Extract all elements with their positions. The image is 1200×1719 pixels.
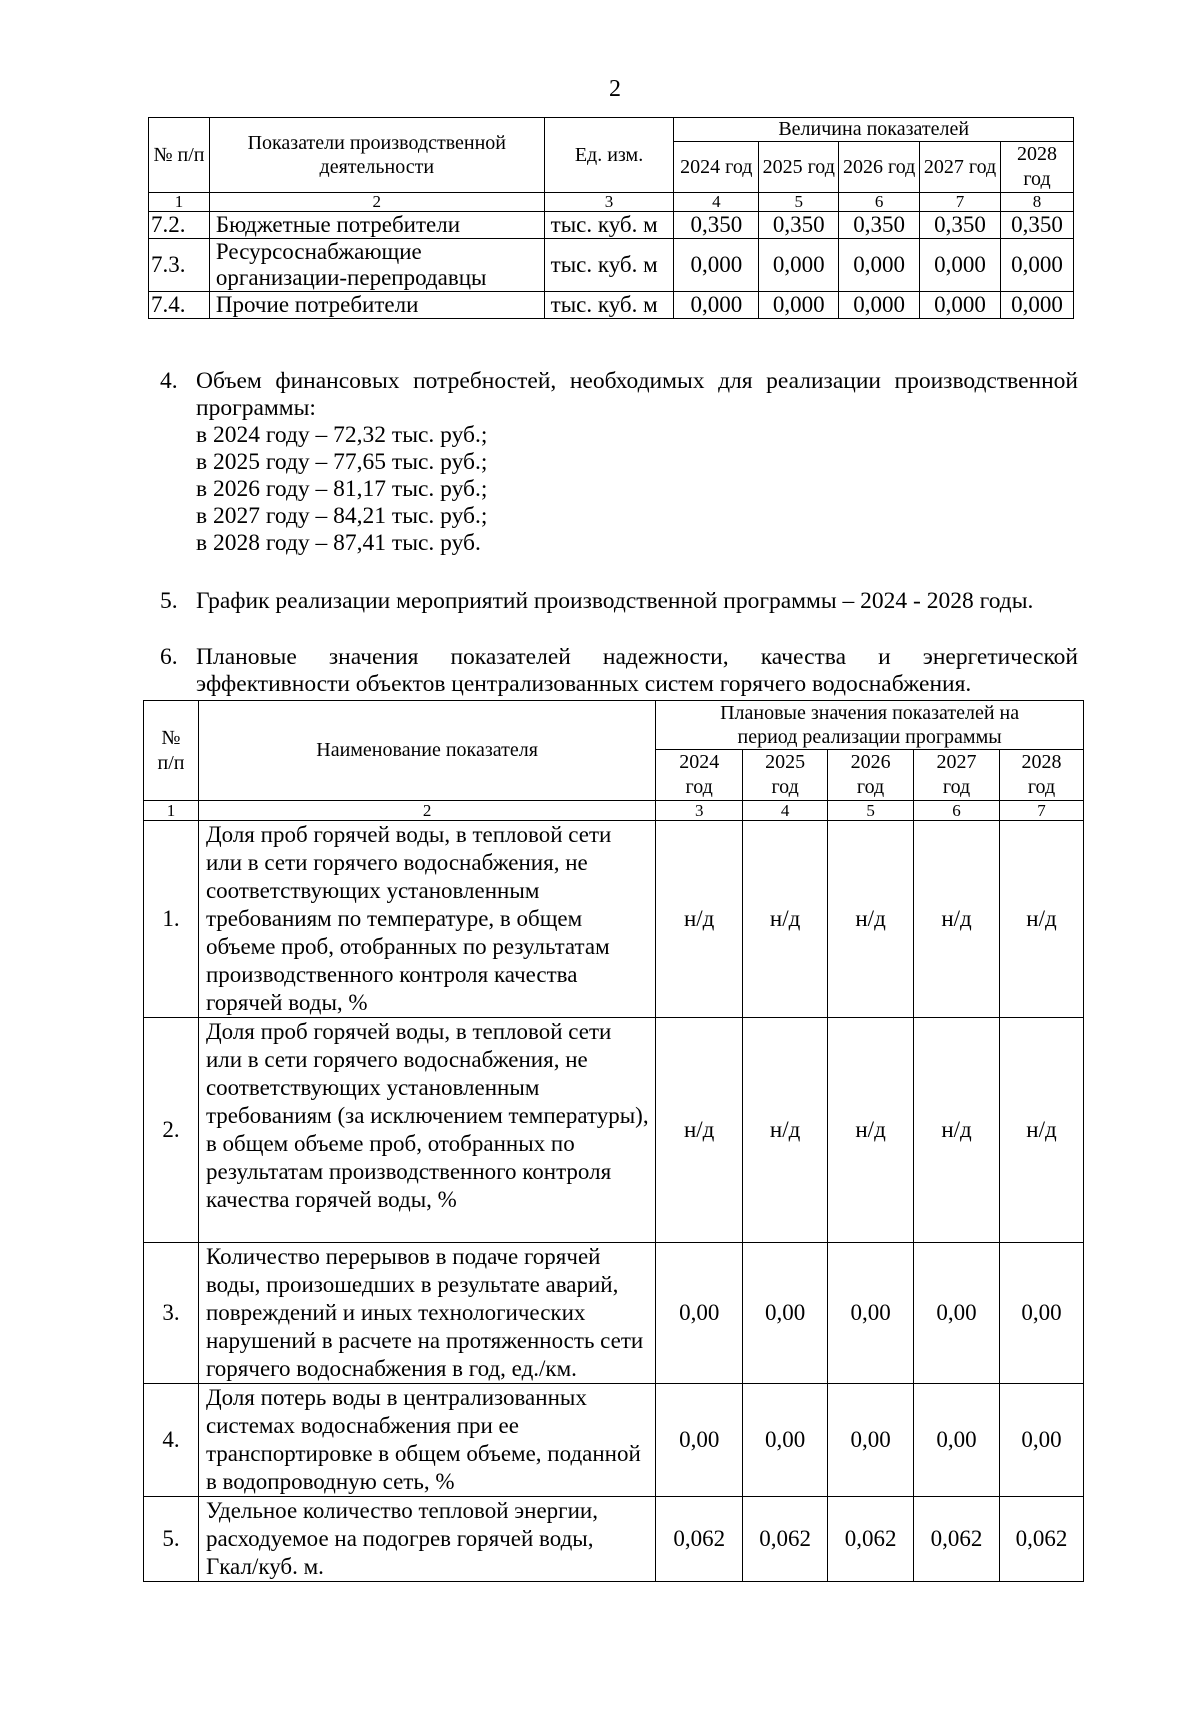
table-row — [144, 821, 1084, 1018]
row-value: 0,00 — [999, 1243, 1083, 1384]
section-text-line2: эффективности объектов централизованных систем горячего водоснабжения. — [196, 671, 972, 697]
row-value: 0,00 — [828, 1384, 914, 1497]
table-row — [144, 1018, 1084, 1243]
reliability-indicators-table — [143, 700, 1084, 1582]
column-index: 4 — [674, 193, 759, 212]
row-value: 0,062 — [743, 1497, 828, 1582]
row-name: Прочие потребители — [209, 292, 544, 319]
row-value: 0,350 — [839, 212, 920, 239]
column-index: 8 — [1001, 193, 1074, 212]
column-index-row — [149, 193, 1074, 212]
table-row — [149, 292, 1074, 319]
page-number: 2 — [609, 76, 621, 102]
row-value: 0,350 — [920, 212, 1001, 239]
row-number: 5. — [144, 1497, 199, 1582]
row-number: 4. — [144, 1384, 199, 1497]
column-index: 1 — [144, 801, 199, 821]
row-name: Доля потерь воды в централизованных системах водоснабжения при ее транспортировке в общем объеме, поданной в водопроводную сеть, % — [198, 1384, 655, 1497]
row-value: н/д — [914, 1018, 1000, 1243]
row-value: 0,00 — [914, 1243, 1000, 1384]
section-number: 4. — [160, 368, 178, 394]
row-number: 7.3. — [149, 239, 210, 292]
column-index: 7 — [920, 193, 1001, 212]
row-value: 0,000 — [674, 239, 759, 292]
row-value: н/д — [828, 1018, 914, 1243]
section-number: 6. — [160, 644, 178, 670]
row-value: 0,000 — [920, 292, 1001, 319]
column-index: 2 — [198, 801, 655, 821]
row-value: 0,350 — [1001, 212, 1074, 239]
header-year: 2025 год — [759, 142, 839, 193]
column-index: 3 — [544, 193, 674, 212]
row-value: 0,062 — [828, 1497, 914, 1582]
row-value: 0,00 — [743, 1243, 828, 1384]
financial-items — [196, 422, 1078, 557]
row-name: Доля проб горячей воды, в тепловой сети или в сети горячего водоснабжения, не соответствующих установленным требованиям (за исключением температуры), в общем объеме проб, отобранных по результатам производственного контроля качества горячей воды, % — [198, 1018, 655, 1243]
row-value: н/д — [743, 821, 828, 1018]
column-index: 5 — [759, 193, 839, 212]
list-item: в 2027 году – 84,21 тыс. руб.; — [196, 503, 488, 529]
row-value: 0,00 — [999, 1384, 1083, 1497]
column-index: 3 — [656, 801, 743, 821]
production-indicators-table — [148, 117, 1074, 319]
header-values-group: Величина показателей — [674, 118, 1074, 142]
column-index: 5 — [828, 801, 914, 821]
row-value: н/д — [743, 1018, 828, 1243]
row-value: 0,062 — [914, 1497, 1000, 1582]
column-index: 6 — [839, 193, 920, 212]
row-value: 0,062 — [999, 1497, 1083, 1582]
row-value: н/д — [999, 1018, 1083, 1243]
section-text: График реализации мероприятий производственной программы – 2024 - 2028 годы. — [196, 588, 1034, 614]
row-value: 0,000 — [759, 239, 839, 292]
row-name: Количество перерывов в подаче горячей воды, произошедших в результате аварий, повреждений и иных технологических нарушений в расчете на протяженность сети горячего водоснабжения в год, ед./км. — [198, 1243, 655, 1384]
header-year: 2027 год — [920, 142, 1001, 193]
row-value: 0,000 — [839, 239, 920, 292]
row-unit: тыс. куб. м — [544, 239, 674, 292]
row-value: 0,00 — [743, 1384, 828, 1497]
row-name: Удельное количество тепловой энергии, расходуемое на подогрев горячей воды, Гкал/куб. м. — [198, 1497, 655, 1582]
header-year: 2025 год — [743, 750, 828, 801]
column-index: 1 — [149, 193, 210, 212]
section-text-line1: Плановые значения показателей надежности, качества и энергетической — [196, 644, 1078, 670]
row-value: 0,000 — [674, 292, 759, 319]
row-number: 7.2. — [149, 212, 210, 239]
row-value: 0,000 — [759, 292, 839, 319]
header-no: № п/п — [144, 701, 199, 801]
row-value: н/д — [656, 821, 743, 1018]
table-row — [144, 1384, 1084, 1497]
row-value: н/д — [999, 821, 1083, 1018]
row-name: Ресурсоснабжающие организации-перепродавцы — [209, 239, 544, 292]
row-value: 0,000 — [1001, 239, 1074, 292]
row-number: 2. — [144, 1018, 199, 1243]
row-value: н/д — [656, 1018, 743, 1243]
row-value: 0,00 — [656, 1384, 743, 1497]
row-number: 1. — [144, 821, 199, 1018]
column-index-row — [144, 801, 1084, 821]
table-row — [149, 239, 1074, 292]
row-name: Бюджетные потребители — [209, 212, 544, 239]
row-value: 0,350 — [759, 212, 839, 239]
list-item: в 2028 году – 87,41 тыс. руб. — [196, 530, 481, 556]
header-year: 2026 год — [839, 142, 920, 193]
section-schedule — [160, 588, 1078, 615]
list-item: в 2025 году – 77,65 тыс. руб.; — [196, 449, 488, 475]
row-value: 0,00 — [914, 1384, 1000, 1497]
header-values-group: Плановые значения показателей на период реализации программы — [656, 701, 1084, 750]
row-value: 0,000 — [839, 292, 920, 319]
table-row — [149, 212, 1074, 239]
header-no: № п/п — [149, 118, 210, 193]
header-year: 2028 год — [999, 750, 1083, 801]
row-value: 0,000 — [1001, 292, 1074, 319]
row-number: 3. — [144, 1243, 199, 1384]
list-item: в 2024 году – 72,32 тыс. руб.; — [196, 422, 488, 448]
column-index: 6 — [914, 801, 1000, 821]
header-name: Наименование показателя — [198, 701, 655, 801]
section-planned-values — [160, 644, 1078, 698]
row-value: 0,350 — [674, 212, 759, 239]
table-row — [144, 1243, 1084, 1384]
header-indicator: Показатели производственной деятельности — [209, 118, 544, 193]
section-number: 5. — [160, 588, 178, 614]
header-year: 2024 год — [656, 750, 743, 801]
header-year: 2024 год — [674, 142, 759, 193]
row-unit: тыс. куб. м — [544, 292, 674, 319]
row-unit: тыс. куб. м — [544, 212, 674, 239]
row-value: н/д — [828, 821, 914, 1018]
section-financial-needs — [160, 368, 1078, 557]
row-value: 0,00 — [828, 1243, 914, 1384]
row-number: 7.4. — [149, 292, 210, 319]
header-year: 2028 год — [1001, 142, 1074, 193]
row-value: 0,062 — [656, 1497, 743, 1582]
row-value: 0,00 — [656, 1243, 743, 1384]
header-year: 2027 год — [914, 750, 1000, 801]
table-row — [144, 1497, 1084, 1582]
column-index: 7 — [999, 801, 1083, 821]
header-unit: Ед. изм. — [544, 118, 674, 193]
row-value: н/д — [914, 821, 1000, 1018]
row-value: 0,000 — [920, 239, 1001, 292]
column-index: 4 — [743, 801, 828, 821]
header-year: 2026 год — [828, 750, 914, 801]
section-text: Объем финансовых потребностей, необходимых для реализации производственной программы: — [196, 368, 1078, 421]
row-name: Доля проб горячей воды, в тепловой сети или в сети горячего водоснабжения, не соответствующих установленным требованиям по температуре, в общем объеме проб, отобранных по результатам производственного контроля качества горячей воды, % — [198, 821, 655, 1018]
list-item: в 2026 году – 81,17 тыс. руб.; — [196, 476, 488, 502]
column-index: 2 — [209, 193, 544, 212]
